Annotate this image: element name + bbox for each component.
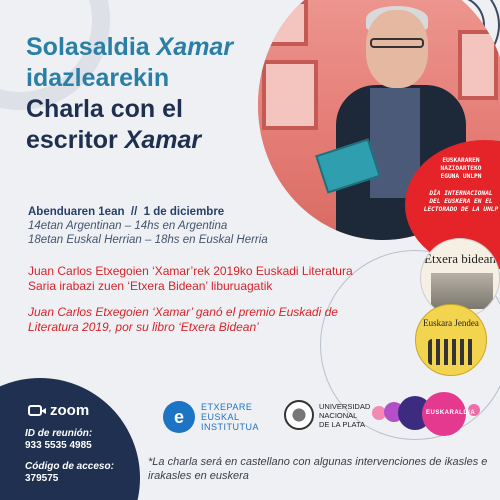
etxepare-mark-icon: e <box>163 401 195 433</box>
time-argentina: 14etan Argentinan – 14hs en Argentina <box>28 220 228 232</box>
event-date: Abenduaren 1ean // 1 de diciembre <box>28 206 225 218</box>
prize-text-basque: Juan Carlos Etxegoien ‘Xamar’rek 2019ko Euskadi Literatura Saria irabazi zuen ‘Etxera Bidean’ liburuagatik <box>28 264 353 293</box>
book-cover-etxera-bidean: Etxera bidean <box>420 238 500 318</box>
unlp-seal-icon <box>284 400 314 430</box>
etxepare-logo: e ETXEPARE EUSKAL INSTITUTUA <box>163 401 259 433</box>
poster-title <box>26 32 233 156</box>
access-code-label: Código de acceso: <box>25 461 114 472</box>
video-camera-icon <box>28 405 42 416</box>
euskaraldia-logo: EUSKARALDIA <box>372 392 492 436</box>
language-footnote: *La charla será en castellano con algunas intervenciones de ikasles e irakasles en euskera <box>148 456 488 482</box>
unlp-logo: UNIVERSIDAD NACIONAL DE LA PLATA <box>284 400 370 430</box>
meeting-id[interactable]: 933 5535 4985 <box>25 440 92 451</box>
title-line-3: Charla con el <box>26 95 183 123</box>
book-cover-euskara-jendea: Euskara Jendea <box>415 304 487 376</box>
meeting-details <box>25 428 114 494</box>
title-line-2: idazlearekin <box>26 64 170 92</box>
zoom-logo: zoom <box>28 402 89 419</box>
prize-text-spanish: Juan Carlos Etxegoien ‘Xamar’ ganó el premio Euskadi de Literatura 2019, por su libro ‘Etxera Bidean’ <box>28 305 338 334</box>
title-line-4: escritor Xamar <box>26 126 202 154</box>
event-badge-text: EUSKARAREN NAZIOARTEKO EGUNA UNLPN DÍA INTERNACIONAL DEL EUSKERA EN EL LECTORADO DE LA UNLP <box>423 157 499 213</box>
meeting-id-label: ID de reunión: <box>25 428 93 439</box>
event-schedule <box>28 205 268 247</box>
time-euskal-herria: 18etan Euskal Herrian – 18hs en Euskal Herria <box>28 234 268 246</box>
title-line-1: Solasaldia Xamar <box>26 33 234 61</box>
access-code[interactable]: 379575 <box>25 473 59 484</box>
